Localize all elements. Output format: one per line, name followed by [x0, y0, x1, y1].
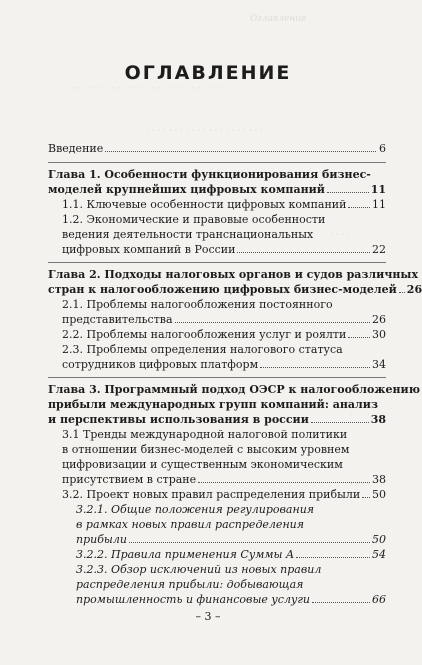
toc-entry-subsection-3-2-3[interactable]: [76, 562, 386, 607]
toc-entry-introduction[interactable]: [48, 141, 386, 156]
toc-entry-label: 3.2.3. Обзор исключений из новых правил: [76, 563, 322, 576]
toc-entry-label: 3.2.1. Общие положения регулирования: [76, 503, 315, 516]
divider: [48, 262, 386, 263]
toc-entry-label: промышленность и финансовые услуги: [76, 593, 310, 606]
toc-entry-label: 2.1. Проблемы налогообложения постоянного: [62, 298, 333, 311]
toc-entry-label: 2.2. Проблемы налогообложения услуг и роялти: [62, 328, 347, 341]
toc-entry-page: 54: [372, 548, 386, 561]
toc-entry-page: 22: [372, 243, 386, 256]
toc-entry-page: 6: [379, 142, 386, 155]
toc-entry-page: 50: [372, 533, 386, 546]
page-title: ОГЛАВЛЕНИЕ: [124, 62, 292, 84]
divider: [48, 162, 386, 163]
toc-entry-label: сотрудников цифровых платформ: [62, 358, 259, 371]
toc-entry-page: 50: [372, 488, 386, 501]
toc-entry-label: присутствием в стране: [62, 473, 197, 486]
toc-entry-chapter-1[interactable]: [48, 167, 386, 197]
toc-entry-label: Глава 2. Подходы налоговых органов и судов различных: [48, 268, 419, 281]
toc-entry-section-2-2[interactable]: [62, 327, 386, 342]
bleed-through-text: · · · ·: [350, 410, 371, 420]
toc-entry-page: 11: [370, 183, 386, 196]
toc-entry-section-1-1[interactable]: [62, 197, 386, 212]
toc-entry-section-2-1[interactable]: [62, 297, 386, 327]
toc-entry-label: Глава 3. Программный подход ОЭСР к налогообложению: [48, 383, 420, 396]
toc-entry-label: 2.3. Проблемы определения налогового статуса: [62, 343, 343, 356]
toc-entry-label: прибыли: [76, 533, 127, 546]
toc-entry-label: в рамках новых правил распределения: [76, 518, 305, 531]
toc-entry-label: 1.2. Экономические и правовые особенности: [62, 213, 326, 226]
toc-entry-label: цифровых компаний в России: [62, 243, 236, 256]
toc-entry-page: 38: [372, 473, 386, 486]
toc-entry-section-1-2[interactable]: [62, 212, 386, 257]
toc-entry-label: представительства: [62, 313, 173, 326]
toc-entry-label: 1.1. Ключевые особенности цифровых компаний: [62, 198, 347, 211]
toc-entry-label: прибыли международных групп компаний: анализ: [48, 398, 378, 411]
toc-entry-page: 34: [372, 358, 386, 371]
toc-entry-page: 26: [406, 283, 422, 296]
toc-entry-label: распределения прибыли: добывающая: [76, 578, 304, 591]
divider: [48, 377, 386, 378]
toc-entry-chapter-3[interactable]: [48, 382, 420, 427]
toc-entry-section-2-3[interactable]: [62, 342, 386, 372]
bleed-through-text: · · · · · · · · · · · · · · · · · · · · · ·: [140, 126, 264, 136]
bleed-through-text: · · · · · · · · · · · · · · · · · · · · · · · · · · · · · · ·: [60, 84, 235, 94]
toc-entry-label: в отношении бизнес-моделей с высоким уровнем: [62, 443, 350, 456]
toc-entry-label: Глава 1. Особенности функционирования бизнес-: [48, 168, 371, 181]
toc-entry-page: 30: [372, 328, 386, 341]
bleed-through-text: Оглавление: [250, 14, 307, 24]
bleed-through-text: · · · ·: [350, 480, 371, 490]
toc-entry-label: Введение: [48, 142, 104, 155]
toc-entry-label: и перспективы использования в россии: [48, 413, 309, 426]
toc-entry-label: стран к налогообложению цифровых бизнес-моделей: [48, 283, 397, 296]
toc-entry-chapter-2[interactable]: [48, 267, 422, 297]
toc-entry-label: цифровизации и существенным экономическим: [62, 458, 343, 471]
toc-entry-subsection-3-2-2[interactable]: [76, 547, 386, 562]
toc-entry-section-3-1[interactable]: [62, 427, 386, 487]
toc-entry-subsection-3-2-1[interactable]: [76, 502, 386, 547]
toc-entry-page: 11: [372, 198, 386, 211]
toc-entry-label: ведения деятельности транснациональных: [62, 228, 314, 241]
toc-entry-label: 3.2. Проект новых правил распределения прибыли: [62, 488, 361, 501]
toc-entry-section-3-2[interactable]: [62, 487, 386, 502]
toc-entry-page: 66: [372, 593, 386, 606]
bleed-through-text: · · · · ·: [330, 230, 356, 240]
page-number: – 3 –: [195, 610, 221, 623]
toc-entry-page: 26: [372, 313, 386, 326]
toc-entry-page: 38: [370, 413, 386, 426]
toc-entry-label: 3.1 Тренды международной налоговой политики: [62, 428, 348, 441]
toc-entry-label: 3.2.2. Правила применения Суммы А: [76, 548, 295, 561]
toc-entry-label: моделей крупнейших цифровых компаний: [48, 183, 325, 196]
